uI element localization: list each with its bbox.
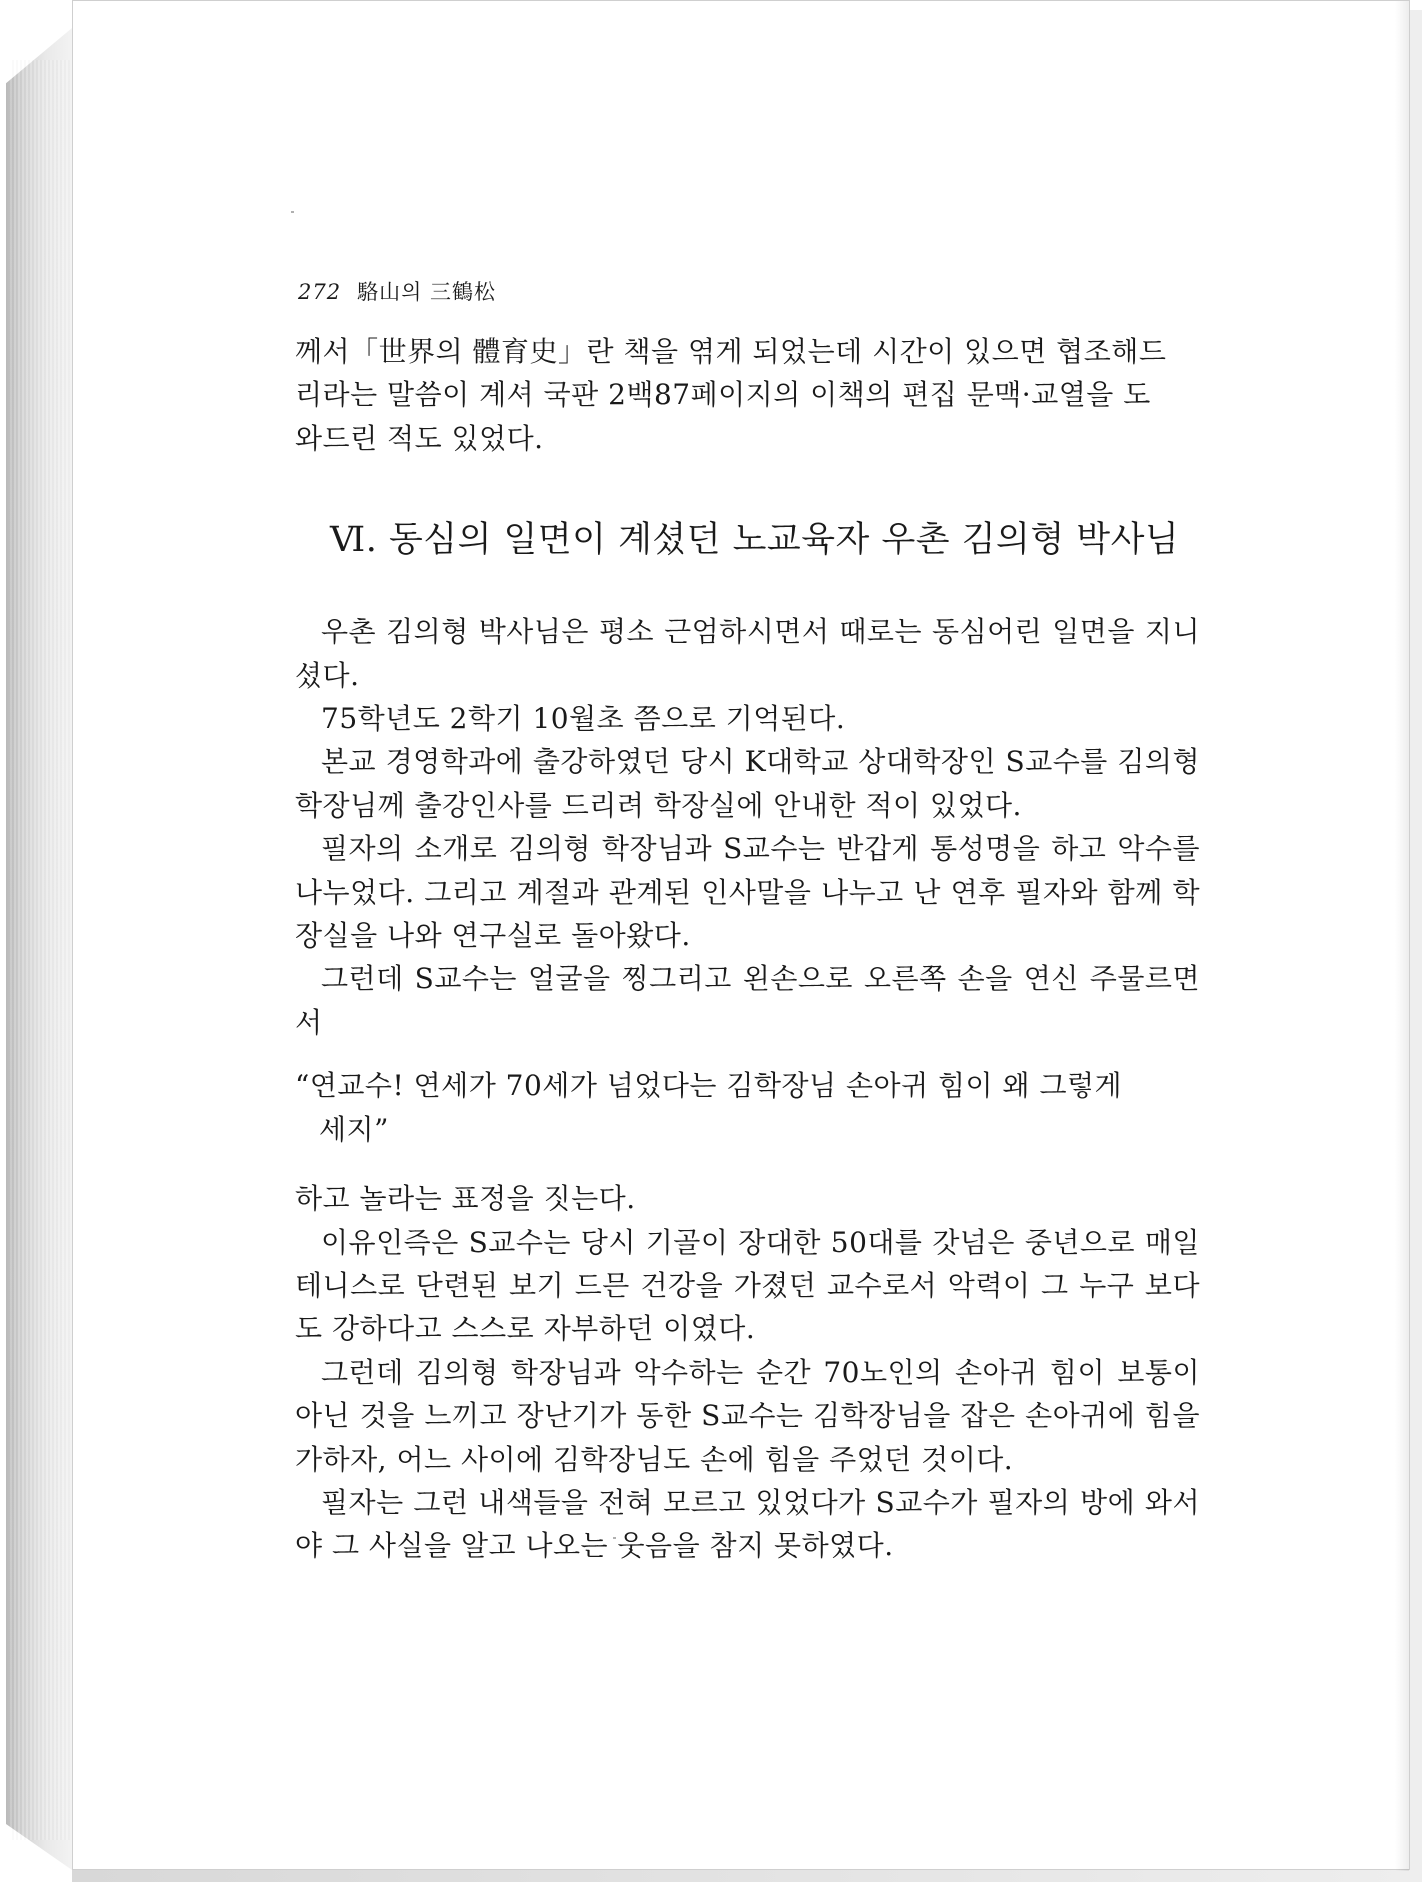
quotation — [295, 1064, 1200, 1151]
paragraph: 이유인즉은 S교수는 당시 기골이 장대한 50대를 갓넘은 중년으로 매일 테니스로 단련된 보기 드믄 건강을 가졌던 교수로서 악력이 그 누구 보다도 강하다고 스스로 자부하던 이였다. — [295, 1225, 1200, 1346]
book-page-edges — [10, 60, 70, 1840]
intro-line: 리라는 말씀이 계셔 국판 2백87페이지의 이책의 편집 문맥·교열을 도 — [295, 378, 1151, 412]
intro-line: 와드린 적도 있었다. — [295, 421, 544, 455]
paragraph: 필자의 소개로 김의형 학장님과 S교수는 반갑게 통성명을 하고 악수를 나누었다. 그리고 계절과 관계된 인사말을 나누고 난 연후 필자와 함께 학장실을 나와 연구실로 돌아왔다. — [295, 832, 1200, 953]
quote-line: “연교수! 연세가 70세가 넘었다는 김학장님 손아귀 힘이 왜 그렇게 — [295, 1069, 1123, 1103]
intro-line: 께서「世界의 體育史」란 책을 엮게 되었는데 시간이 있으면 협조해드 — [295, 335, 1167, 368]
paragraph: 75학년도 2학기 10월초 쯤으로 기억된다. — [321, 702, 846, 736]
body-text — [295, 330, 1200, 1568]
quote-line: 세지” — [319, 1112, 389, 1146]
paragraph: 본교 경영학과에 출강하였던 당시 K대학교 상대학장인 S교수를 김의형 학장님께 출강인사를 드리려 학장실에 안내한 적이 있었다. — [295, 745, 1200, 822]
page-edge-shade — [1395, 1, 1409, 1871]
running-head — [298, 276, 496, 306]
section-heading: Ⅵ. 동심의 일면이 계셨던 노교육자 우촌 김의형 박사님 — [330, 520, 1180, 561]
paragraph: 우촌 김의형 박사님은 평소 근엄하시면서 때로는 동심어린 일면을 지니셨다. — [295, 615, 1200, 692]
intro-paragraph — [295, 330, 1200, 460]
paragraph: 그런데 김의형 학장님과 악수하는 순간 70노인의 손아귀 힘이 보통이 아닌 것을 느끼고 장난기가 동한 S교수는 김학장님을 잡은 손아귀에 힘을 가하자, 어느 사이에 김학장님도 손에 힘을 주었던 것이다. — [295, 1355, 1200, 1476]
paragraph: 그런데 S교수는 얼굴을 찡그리고 왼손으로 오른쪽 손을 연신 주물르면서 — [295, 962, 1200, 1039]
paragraph: 필자는 그런 내색들을 전혀 모르고 있었다가 S교수가 필자의 방에 와서야 그 사실을 알고 나오는 웃음을 참지 못하였다. — [295, 1485, 1200, 1563]
scan-speck — [291, 211, 294, 213]
paragraph: 하고 놀라는 표정을 짓는다. — [295, 1182, 636, 1216]
book-title: 駱山의 三鶴松 — [357, 280, 497, 304]
page-number: 272 — [298, 280, 342, 304]
